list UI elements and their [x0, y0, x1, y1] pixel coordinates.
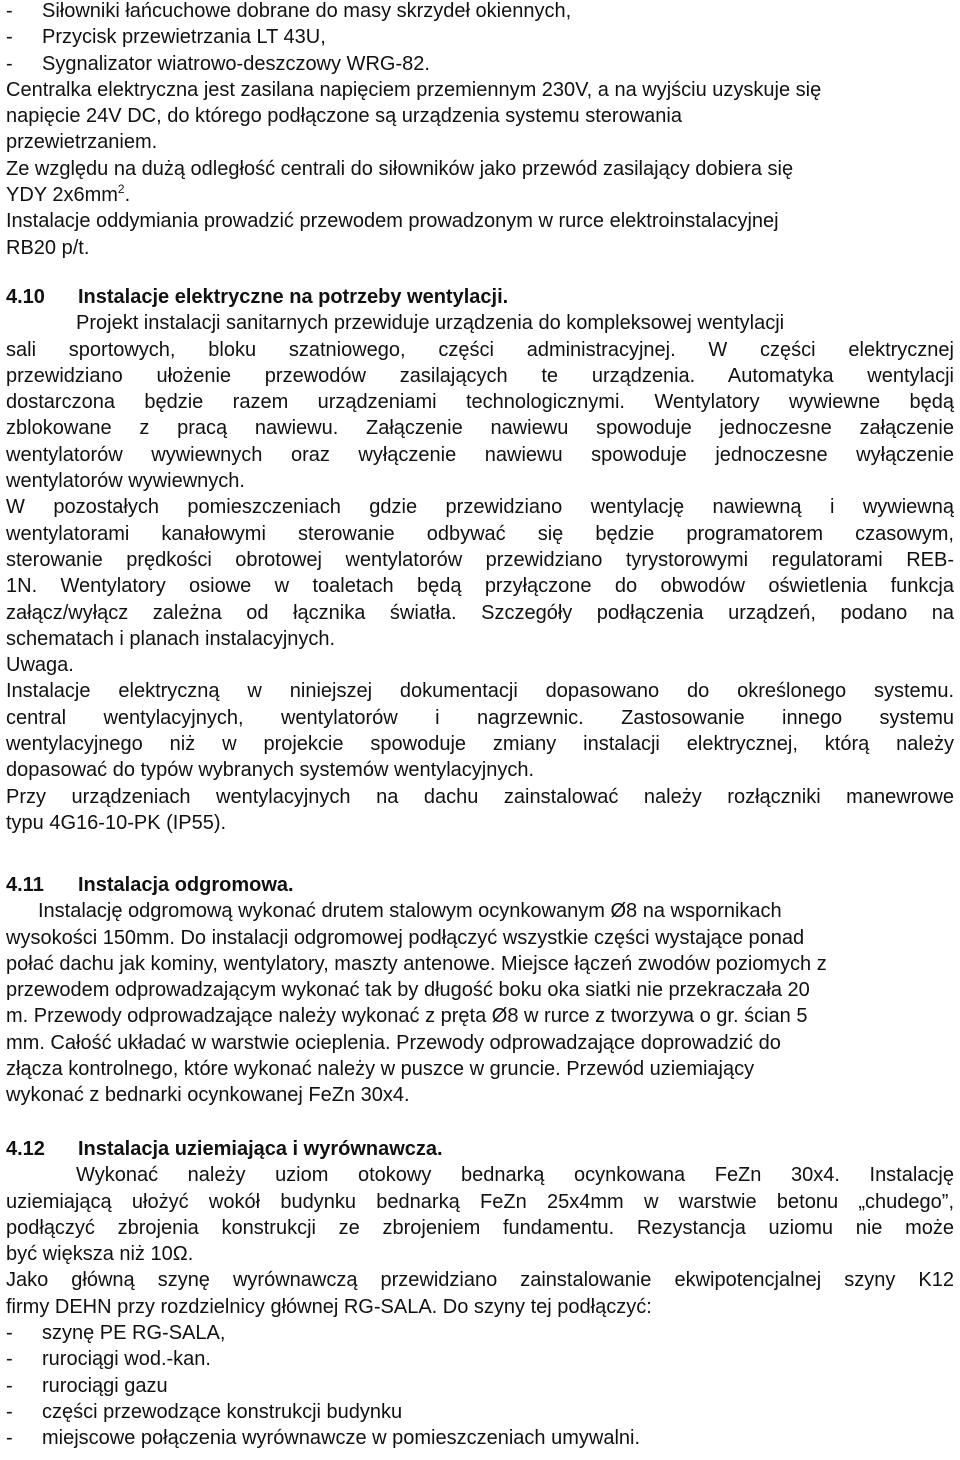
text-line: wentylatorów wywiewnych oraz wyłączenie nawiewu spowoduje jednoczesne wyłączenie — [6, 443, 954, 466]
list-item — [6, 51, 954, 77]
section-heading — [6, 1136, 954, 1162]
text-line: dopasować do typów wybranych systemów wentylacyjnych. — [6, 759, 535, 782]
text-line: Centralka elektryczna jest zasilana napięciem przemiennym 230V, a na wyjściu uzyskuje się — [6, 78, 822, 101]
list-item — [6, 1373, 954, 1399]
text-line: przewidziano ułożenie przewodów zasilających te urządzenia. Automatyka wentylacji — [6, 364, 954, 387]
text-line: podłączyć zbrojenia konstrukcji ze zbrojeniem fundamentu. Rezystancja uziomu nie może — [6, 1216, 954, 1239]
list-item-text: miejscowe połączenia wyrównawcze w pomieszczeniach umywalni. — [42, 1427, 641, 1450]
text-line: Wykonać należy uziom otokowy bednarką ocynkowana FeZn 30x4. Instalację — [76, 1164, 954, 1187]
list-item-text: rurociągi gazu — [42, 1374, 168, 1397]
text-line: typu 4G16-10-PK (IP55). — [6, 811, 227, 834]
section-title: Instalacja uziemiająca i wyrównawcza. — [78, 1138, 443, 1160]
text-line: zblokowane z pracą nawiewu. Załączenie nawiewu spowoduje jednoczesne załączenie — [6, 417, 954, 440]
text-line: załącz/wyłącz zależna od łącznika światła. Szczegóły podłączenia urządzeń, podano na — [6, 601, 954, 624]
text-line: m. Przewody odprowadzające należy wykonać z pręta Ø8 w rurce z tworzywa o gr. ścian 5 — [6, 1005, 808, 1028]
top-section — [6, 0, 954, 261]
list-item-text: części przewodzące konstrukcji budynku — [42, 1400, 403, 1423]
text-line: wentylatorami kanałowymi sterowanie odbywać się będzie programatorem czasowym, — [6, 522, 954, 545]
section-4-11 — [6, 872, 954, 1109]
text-line: sterowanie prędkości obrotowej wentylatorów przewidziano tyrystorowymi regulatorami REB- — [6, 548, 954, 571]
bullet-dash: - — [6, 0, 13, 22]
text-line: Projekt instalacji sanitarnych przewiduje urządzenia do kompleksowej wentylacji — [76, 312, 785, 335]
text-line: złącza kontrolnego, które wykonać należy w puszce w gruncie. Przewód uziemiający — [6, 1058, 755, 1081]
section-4-10 — [6, 284, 954, 836]
section-heading — [6, 872, 954, 898]
bullet-dash: - — [6, 1374, 13, 1397]
list-item-text: rurociągi wod.-kan. — [42, 1348, 211, 1371]
text-fragment: YDY 2x6mm — [6, 184, 118, 207]
superscript: 2 — [117, 182, 125, 197]
text-line: mm. Całość układać w warstwie ocieplenia. Przewody odprowadzające doprowadzić do — [6, 1031, 781, 1054]
section-number: 4.10 — [6, 286, 45, 308]
text-line: Uwaga. — [6, 654, 74, 677]
text-line: W pozostałych pomieszczeniach gdzie przewidziano wentylację nawiewną i wywiewną — [6, 496, 954, 519]
text-line: Jako główną szynę wyrównawczą przewidziano zainstalowanie ekwipotencjalnej szyny K12 — [6, 1269, 954, 1292]
text-fragment: . — [124, 184, 131, 207]
text-line: Instalację odgromową wykonać drutem stalowym ocynkowanym Ø8 na wspornikach — [38, 900, 782, 923]
bullet-dash: - — [6, 1322, 13, 1345]
text-line: połać dachu jak kominy, wentylatory, maszty antenowe. Miejsce łączeń zwodów poziomych z — [6, 952, 827, 975]
text-line: RB20 p/t. — [6, 236, 90, 259]
list-item-text: Sygnalizator wiatrowo-deszczowy WRG-82. — [42, 52, 430, 75]
text-line — [6, 182, 954, 208]
text-line: schematach i planach instalacyjnych. — [6, 627, 336, 650]
text-line: sali sportowych, bloku szatniowego, części administracyjnej. W części elektrycznej — [6, 338, 954, 361]
section-title: Instalacje elektryczne na potrzeby wentylacji. — [78, 286, 509, 308]
text-line: dostarczona będzie razem urządzeniami technologicznymi. Wentylatory wywiewne będą — [6, 391, 954, 414]
text-line: przewodem odprowadzającym wykonać tak by długość boku oka siatki nie przekraczała 20 — [6, 979, 810, 1002]
list-item-text: szynę PE RG-SALA, — [42, 1322, 226, 1345]
section-heading — [6, 284, 954, 310]
text-line: przewietrzaniem. — [6, 131, 158, 154]
text-line: uziemiającą ułożyć wokół budynku bednarką FeZn 25x4mm w warstwie betonu „chudego”, — [6, 1190, 954, 1213]
section-4-12 — [6, 1136, 954, 1452]
text-line: central wentylacyjnych, wentylatorów i nagrzewnic. Zastosowanie innego systemu — [6, 706, 954, 729]
text-line: napięcie 24V DC, do którego podłączone są urządzenia systemu sterowania — [6, 105, 682, 128]
text-line: firmy DEHN przy rozdzielnicy głównej RG-SALA. Do szyny tej podłączyć: — [6, 1295, 652, 1318]
list-item — [6, 1399, 954, 1425]
list-item — [6, 1320, 954, 1346]
section-number: 4.12 — [6, 1138, 45, 1160]
bullet-dash: - — [6, 1348, 13, 1371]
list-item — [6, 1425, 954, 1451]
bullet-dash: - — [6, 26, 13, 49]
text-line: wysokości 150mm. Do instalacji odgromowej podłączyć wszystkie części wystające ponad — [6, 926, 805, 949]
text-line: 1N. Wentylatory osiowe w toaletach będą przyłączone do obwodów oświetlenia funkcja — [6, 575, 954, 598]
text-line: Przy urządzeniach wentylacyjnych na dachu zainstalować należy rozłączniki manewrowe — [6, 785, 954, 808]
text-line: wykonać z bednarki ocynkowanej FeZn 30x4. — [6, 1084, 410, 1107]
list-item — [6, 24, 954, 50]
list-item — [6, 0, 954, 24]
text-line: Instalacje oddymiania prowadzić przewodem prowadzonym w rurce elektroinstalacyjnej — [6, 210, 779, 233]
list-item-text: Siłowniki łańcuchowe dobrane do masy skrzydeł okiennych, — [42, 0, 572, 22]
section-number: 4.11 — [6, 874, 44, 896]
text-line: Instalacje elektryczną w niniejszej dokumentacji dopasowano do określonego systemu. — [6, 680, 954, 703]
text-line: wentylacyjnego niż w projekcie spowoduje zmiany instalacji elektrycznej, którą należy — [6, 733, 954, 756]
text-line: wentylatorów wywiewnych. — [6, 470, 245, 493]
section-title: Instalacja odgromowa. — [78, 874, 294, 896]
text-line: być większa niż 10Ω. — [6, 1243, 194, 1266]
text-line: Ze względu na dużą odległość centrali do siłowników jako przewód zasilający dobiera się — [6, 157, 794, 180]
list-item-text: Przycisk przewietrzania LT 43U, — [42, 26, 326, 49]
bullet-dash: - — [6, 52, 13, 75]
bullet-dash: - — [6, 1400, 13, 1423]
bullet-dash: - — [6, 1427, 13, 1450]
list-item — [6, 1346, 954, 1372]
